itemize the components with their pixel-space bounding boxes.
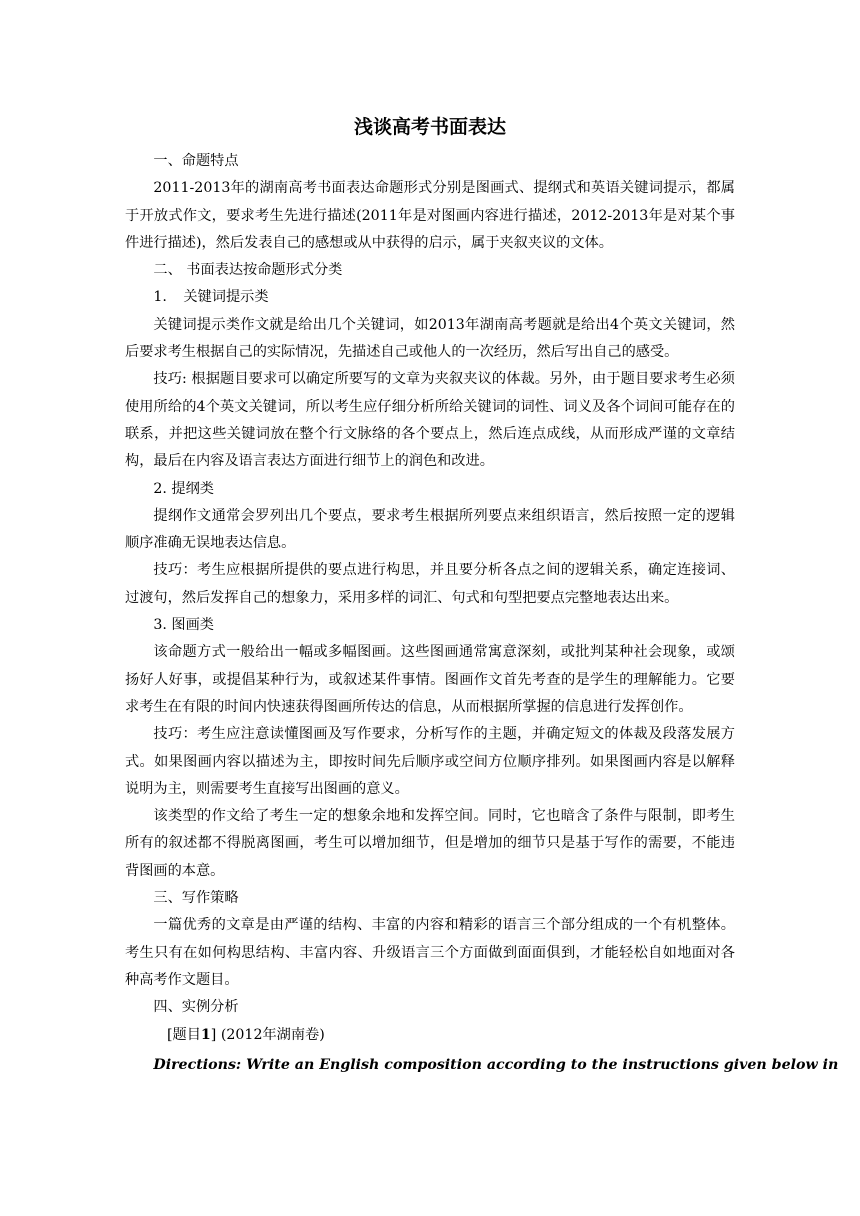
section-heading-4: 四、实例分析: [153, 999, 239, 1016]
subsection-heading-2: 2. 提纲类: [153, 480, 214, 497]
paragraph: 关键词提示类作文就是给出几个关键词，如2013年湖南高考题就是给出4个英文关键词，然后要求考生根据自己的实际情况，先描述自己或他人的一次经历，然后写出自己的感受。: [125, 316, 735, 361]
paragraph: 提纲作文通常会罗列出几个要点，要求考生根据所列要点来组织语言，然后按照一定的逻辑顺序准确无误地表达信息。: [125, 507, 735, 552]
question-source: ] (2012年湖南卷): [210, 1026, 325, 1043]
subsection-heading-3: 3. 图画类: [153, 617, 214, 634]
question-prefix: [题目: [167, 1026, 201, 1043]
section-heading-1: 一、命题特点: [153, 153, 239, 169]
question-number: 1: [200, 1026, 211, 1043]
paragraph: 技巧：考生应注意读懂图画及写作要求，分析写作的主题，并确定短文的体裁及段落发展方式。如果图画内容以描述为主，即按时间先后顺序或空间方位顺序排列。如果图画内容是以解释说明为主，则需要考生直接写出图画的意义。: [125, 726, 735, 797]
paragraph: 一篇优秀的文章是由严谨的结构、丰富的内容和精彩的语言三个部分组成的一个有机整体。考生只有在如何构思结构、丰富内容、升级语言三个方面做到面面俱到，才能轻松自如地面对各种高考作文题目。: [125, 917, 735, 988]
subsection-label: 关键词提示类: [183, 289, 269, 306]
document-page: [125, 112, 839, 1079]
paragraph: 该命题方式一般给出一幅或多幅图画。这些图画通常寓意深刻，或批判某种社会现象，或颂扬好人好事，或提倡某种行为，或叙述某件事情。图画作文首先考查的是学生的理解能力。它要求考生在有限的时间内快速获得图画所传达的信息，从而根据所掌握的信息进行发挥创作。: [125, 644, 735, 715]
question-label: [125, 1022, 735, 1049]
subsection-heading-1: [125, 284, 735, 311]
document-title: 浅谈高考书面表达: [353, 116, 506, 138]
section-heading-2: 二、 书面表达按命题形式分类: [153, 262, 343, 279]
paragraph: 2011-2013年的湖南高考书面表达命题形式分别是图画式、提纲式和英语关键词提示，都属于开放式作文，要求考生先进行描述(2011年是对图画内容进行描述，2012-2013年是对某个事件进行描述)，然后发表自己的感想或从中获得的启示，属于夹叙夹议的文体。: [125, 180, 735, 251]
paragraph: 技巧: 根据题目要求可以确定所要写的文章为夹叙夹议的体裁。另外，由于题目要求考生必须使用所给的4个英文关键词，所以考生应仔细分析所给关键词的词性、词义及各个词间可能存在的联系，并把这些关键词放在整个行文脉络的各个要点上，然后连点成线，从而形成严谨的文章结构，最后在内容及语言表达方面进行细节上的润色和改进。: [125, 371, 735, 470]
paragraph: 该类型的作文给了考生一定的想象余地和发挥空间。同时，它也暗含了条件与限制，即考生所有的叙述都不得脱离图画，考生可以增加细节，但是增加的细节只是基于写作的需要，不能违背图画的本意。: [125, 808, 735, 879]
list-number: 1.: [153, 289, 167, 306]
section-heading-3: 三、写作策略: [153, 890, 239, 907]
directions-text: Directions: Write an English composition according to the instructions given below in: [153, 1056, 839, 1073]
paragraph: 技巧：考生应根据所提供的要点进行构思，并且要分析各点之间的逻辑关系，确定连接词、过渡句，然后发挥自己的想象力，采用多样的词汇、句式和句型把要点完整地表达出来。: [125, 562, 735, 606]
